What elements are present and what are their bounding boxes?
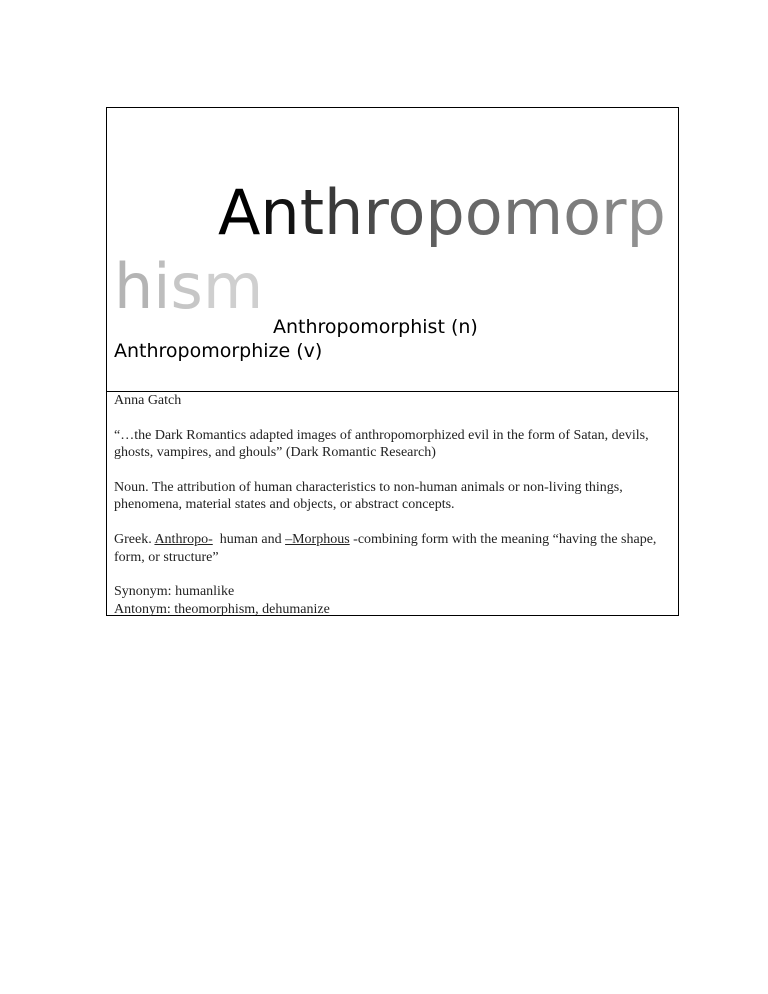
title-letter: t bbox=[299, 176, 325, 249]
etymology-lead: Greek. bbox=[114, 532, 155, 548]
word-title bbox=[114, 176, 674, 324]
title-letter: m bbox=[202, 250, 264, 323]
title-letter: h bbox=[324, 176, 364, 249]
title-letter: A bbox=[218, 176, 261, 249]
title-letter: o bbox=[563, 176, 602, 249]
title-letter: m bbox=[502, 176, 564, 249]
title-letter: i bbox=[153, 250, 171, 323]
definition-text: Noun. The attribution of human characteristics to non-human animals or non-living things, phenomena, material states and objects, or abstract concepts. bbox=[114, 480, 623, 513]
etymology-root-morphous: –Morphous bbox=[285, 532, 350, 548]
title-letter: s bbox=[170, 250, 203, 323]
etymology-text bbox=[114, 531, 670, 566]
etymology-root-anthropo: Anthropo- bbox=[154, 532, 213, 548]
title-letter: h bbox=[114, 250, 154, 323]
word-card bbox=[106, 107, 679, 616]
title-letter: p bbox=[425, 176, 465, 249]
title-letter: o bbox=[387, 176, 426, 249]
title-letter: o bbox=[464, 176, 503, 249]
word-forms bbox=[114, 315, 674, 363]
noun-agent-form: Anthropomorphist (n) bbox=[273, 316, 478, 338]
etymology-mid: human and bbox=[212, 532, 286, 548]
author-name: Anna Gatch bbox=[114, 393, 182, 408]
title-letter: r bbox=[363, 176, 388, 249]
verb-form: Anthropomorphize (v) bbox=[114, 340, 323, 362]
synonym-line: Synonym: humanlike bbox=[114, 584, 235, 600]
word-header bbox=[107, 108, 678, 392]
quote-text: “…the Dark Romantics adapted images of anthropomorphized evil in the form of Satan, devils, ghosts, vampires, and ghouls” (Dark Romantic Research) bbox=[114, 427, 649, 461]
antonym-line: Antonym: theomorphism, dehumanize bbox=[114, 601, 330, 617]
title-letter: n bbox=[260, 176, 300, 249]
title-letter: r bbox=[601, 176, 627, 249]
title-letter: p bbox=[626, 176, 666, 249]
word-details bbox=[114, 392, 670, 618]
etymology-tail: -combining form with the meaning “having the shape, form, or structure” bbox=[114, 532, 657, 565]
